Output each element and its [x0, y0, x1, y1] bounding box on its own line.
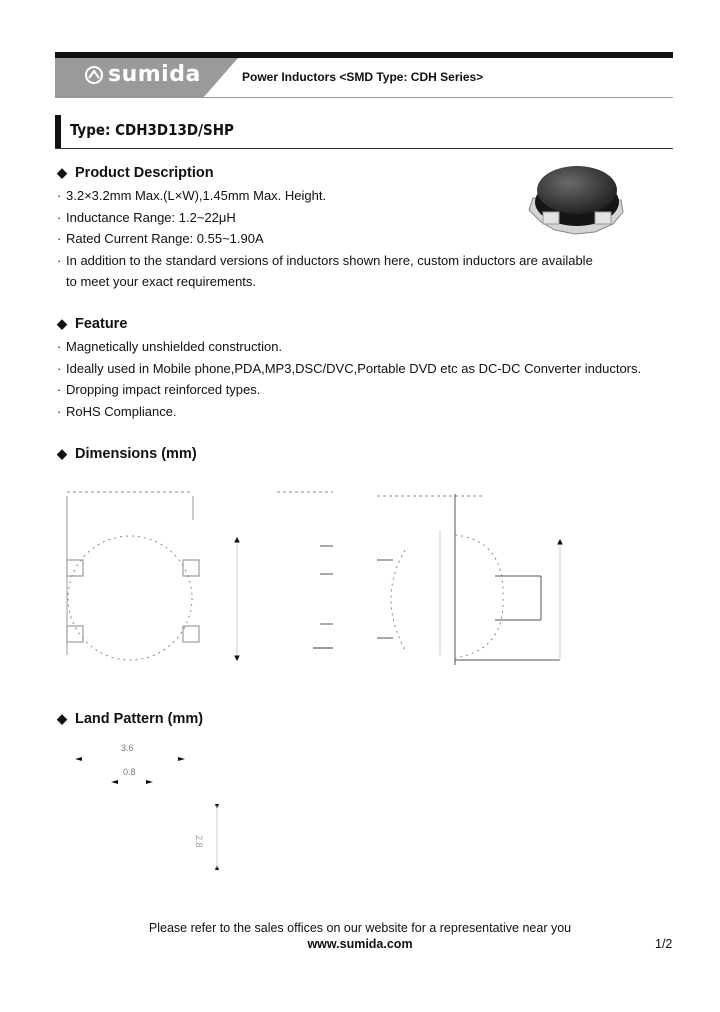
type-rule — [55, 148, 673, 149]
feature-heading: ◆ Feature — [57, 316, 128, 332]
product-description-list — [57, 185, 593, 293]
footer-note: Please refer to the sales offices on our website for a representative near you — [148, 921, 572, 935]
list-item: · In addition to the standard versions of inductors shown here, custom inductors are available — [57, 252, 593, 268]
footer-website-link[interactable]: www.sumida.com — [307, 937, 413, 951]
inductor-product-photo — [525, 160, 629, 238]
page-number: 1/2 — [655, 937, 673, 951]
list-item: · Ideally used in Mobile phone,PDA,MP3,DSC/DVC,Portable DVD etc as DC-DC Converter inductors. — [57, 360, 642, 376]
land-dimension-a: 3.6 — [121, 743, 134, 753]
land-pattern-heading: ◆ Land Pattern (mm) — [57, 711, 204, 727]
list-item: · 3.2×3.2mm Max.(L×W),1.45mm Max. Height. — [57, 188, 327, 203]
list-item: · Inductance Range: 1.2~22μH — [57, 209, 236, 225]
diamond-bullet-icon: ◆ — [57, 316, 67, 331]
list-item: · Dropping impact reinforced types. — [57, 382, 261, 398]
list-item: · RoHS Compliance. — [57, 403, 177, 419]
dimensions-heading: ◆ Dimensions (mm) — [57, 446, 197, 462]
diamond-bullet-icon: ◆ — [57, 446, 67, 461]
list-item: · Magnetically unshielded construction. — [57, 339, 283, 354]
product-type-heading: Type: CDH3D13D/SHP — [70, 121, 234, 139]
land-pattern-drawing — [70, 740, 230, 880]
brand-logo[interactable]: sumida — [108, 62, 201, 87]
type-marker-bar — [55, 115, 61, 148]
product-description-heading: ◆ Product Description — [57, 165, 214, 181]
header-title: Power Inductors <SMD Type: CDH Series> — [242, 70, 484, 84]
dimensions-drawing — [55, 480, 575, 685]
list-item-continuation: to meet your exact requirements. — [66, 274, 257, 290]
land-dimension-b: 0.8 — [123, 767, 136, 777]
feature-list — [57, 336, 641, 422]
diamond-bullet-icon: ◆ — [57, 165, 67, 180]
land-dimension-c: 2.8 — [194, 835, 204, 848]
list-item: · Rated Current Range: 0.55~1.90A — [57, 231, 264, 247]
diamond-bullet-icon: ◆ — [57, 711, 67, 726]
sumida-logo-icon — [84, 65, 104, 85]
